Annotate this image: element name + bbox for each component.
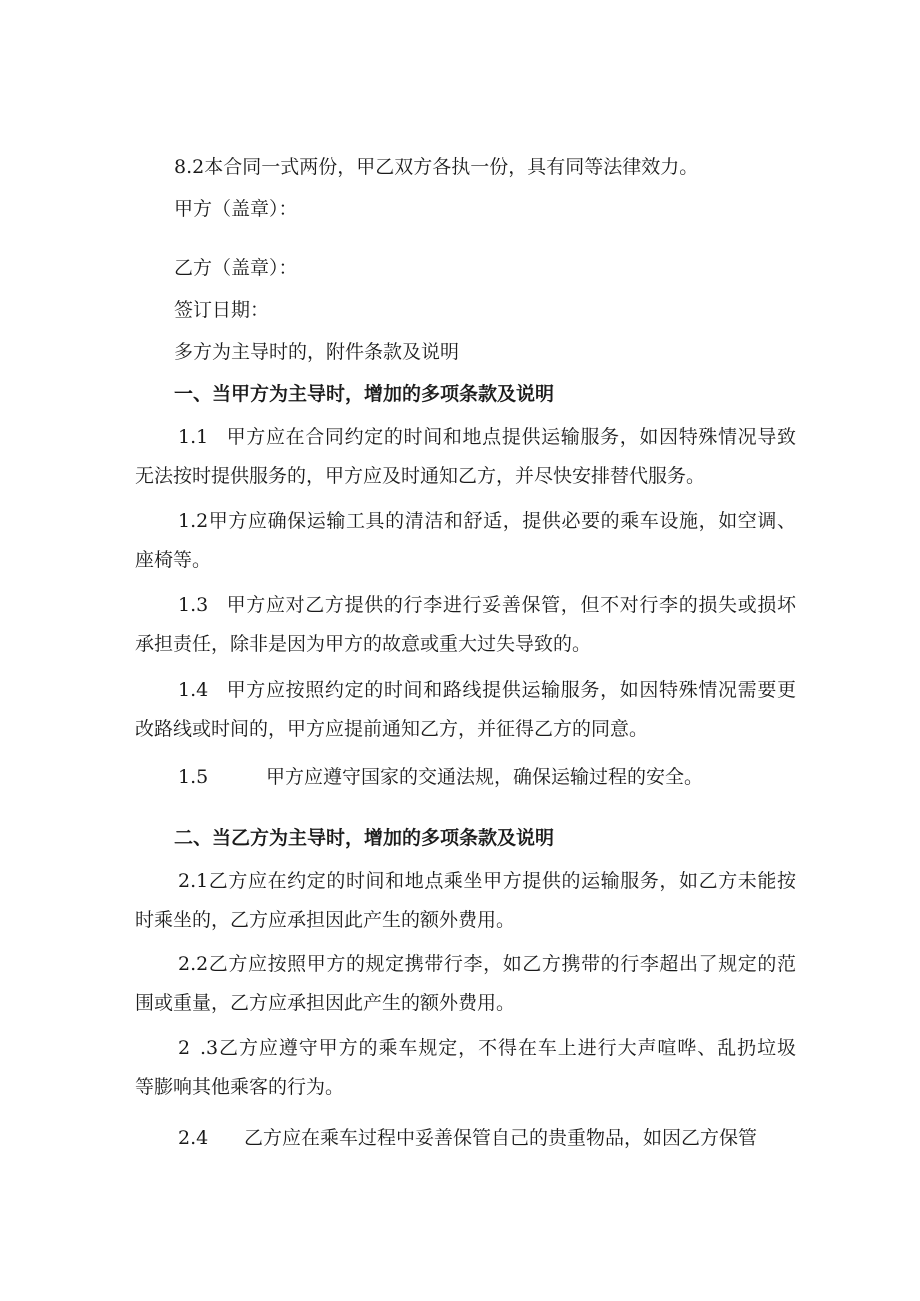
clause-1-3 [178, 593, 796, 617]
clause-number: 1.1 [178, 426, 209, 448]
clause-text-line1: 乙方应按照甲方的规定携带行李，如乙方携带的行李超出了规定的范 [208, 953, 796, 975]
appendix-title: 多方为主导时的，附件条款及说明 [174, 341, 460, 363]
clause-number: 2 [178, 1037, 191, 1059]
party-a-seal-label: 甲方（盖章）： [174, 198, 298, 220]
clause-1-2 [178, 509, 796, 533]
clause-2-3-line2: 等膨响其他乘客的行为。 [135, 1076, 345, 1098]
clause-1-3-line2: 承担责任，除非是因为甲方的故意或重大过失导致的。 [135, 633, 592, 655]
clause-8-2: 8.2本合同一式两份，甲乙双方各执一份，具有同等法律效力。 [174, 156, 699, 178]
clause-number: 1.3 [178, 594, 209, 616]
party-b-seal-label: 乙方（盖章）： [174, 257, 298, 279]
clause-2-1-line2: 时乘坐的，乙方应承担因此产生的额外费用。 [135, 909, 516, 931]
clause-1-5 [178, 765, 703, 789]
section-a-heading: 一、当甲方为主导时，增加的多项条款及说明 [174, 383, 555, 405]
clause-text-line1: 甲方应对乙方提供的行李进行妥善保管，但不对行李的损失或损坏 [226, 594, 796, 616]
section-b-heading: 二、当乙方为主导时，增加的多项条款及说明 [174, 827, 555, 849]
clause-number: 2.4 [178, 1127, 209, 1149]
clause-2-2 [178, 952, 796, 976]
clause-2-1 [178, 869, 796, 893]
clause-1-1 [178, 425, 796, 449]
clause-text-line1: 甲方应遵守国家的交通法规，确保运输过程的安全。 [266, 766, 704, 788]
clause-text-line1: .3乙方应遵守甲方的乘车规定，不得在车上进行大声喧哗、乱扔垃圾 [200, 1037, 796, 1059]
clause-1-4 [178, 678, 796, 702]
clause-number: 2.1 [178, 870, 209, 892]
clause-text-line1: 乙方应在乘车过程中妥善保管自己的贵重物品，如因乙方保管 [244, 1127, 758, 1149]
clause-1-1-line2: 无法按时提供服务的，甲方应及时通知乙方，并尽快安排替代服务。 [135, 465, 706, 487]
sign-date-label: 签订日期： [174, 299, 270, 321]
clause-text-line1: 甲方应在合同约定的时间和地点提供运输服务，如因特殊情况导致 [226, 426, 796, 448]
clause-2-3 [178, 1036, 796, 1060]
clause-number: 1.2 [178, 510, 209, 532]
clause-2-4 [178, 1126, 757, 1150]
clause-text-line1: 乙方应在约定的时间和地点乘坐甲方提供的运输服务，如乙方未能按 [208, 870, 796, 892]
clause-number: 1.5 [178, 766, 209, 788]
clause-text-line1: 甲方应确保运输工具的清洁和舒适，提供必要的乘车设施，如空调、 [208, 510, 796, 532]
clause-number: 2.2 [178, 953, 209, 975]
clause-2-2-line2: 围或重量，乙方应承担因此产生的额外费用。 [135, 992, 516, 1014]
clause-number: 1.4 [178, 679, 209, 701]
clause-1-2-line2: 座椅等。 [135, 549, 212, 571]
clause-1-4-line2: 改路线或时间的，甲方应提前通知乙方，并征得乙方的同意。 [135, 718, 649, 740]
clause-text-line1: 甲方应按照约定的时间和路线提供运输服务，如因特殊情况需要更 [226, 679, 796, 701]
